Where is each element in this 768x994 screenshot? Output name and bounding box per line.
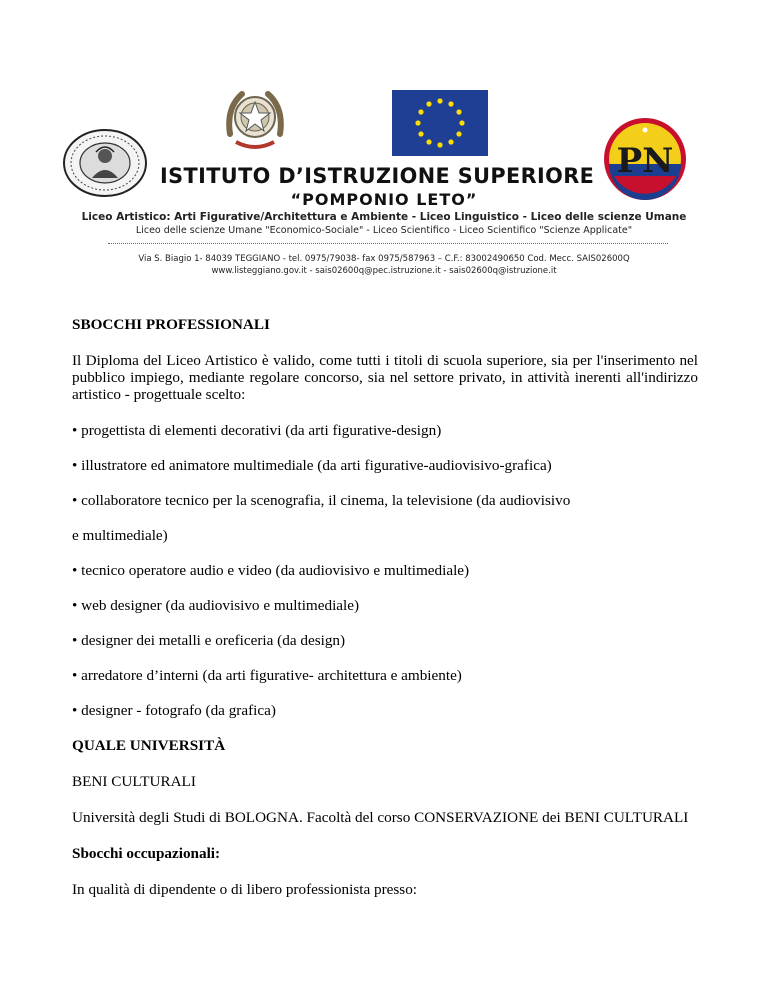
list-item: • tecnico operatore audio e video (da audiovisivo e multimediale) xyxy=(72,562,470,579)
university-paragraph: Università degli Studi di BOLOGNA. Facoltà del corso CONSERVAZIONE dei BENI CULTURALI xyxy=(72,809,689,826)
institute-subtitle: “POMPONIO LETO” xyxy=(290,190,478,209)
letterhead xyxy=(0,0,768,290)
intro-paragraph: Il Diploma del Liceo Artistico è valido, come tutti i titoli di scuola superiore, sia per l'inserimento nel pubblico impiego, mediante regolare concorso, sia nel settore privato, in attività inerenti all'indirizzo artistico - progettuale scelto: xyxy=(72,352,698,403)
letterhead-line-2: Liceo delle scienze Umane "Economico-Sociale" - Liceo Scientifico - Liceo Scientifico "Scienze Applicate" xyxy=(135,225,633,236)
school-seal-icon xyxy=(62,128,148,198)
heading-sbocchi-professionali: SBOCCHI PROFESSIONALI xyxy=(72,316,270,333)
svg-text:PN: PN xyxy=(616,141,674,181)
letterhead-line-1: Liceo Artistico: Arti Figurative/Architettura e Ambiente - Liceo Linguistico - Liceo delle scienze Umane xyxy=(81,211,687,223)
heading-sbocchi-occupazionali: Sbocchi occupazionali: xyxy=(72,845,221,862)
eu-flag-icon xyxy=(392,90,488,156)
document-body xyxy=(72,316,698,898)
closing-paragraph: In qualità di dipendente o di libero professionista presso: xyxy=(72,881,418,898)
letterhead-address: Via S. Biagio 1- 84039 TEGGIANO - tel. 0975/79038- fax 0975/587963 – C.F.: 83002490650 Cod. Mecc. SAIS02600Q xyxy=(138,254,630,264)
letterhead-contacts: www.listeggiano.gov.it - sais02600q@pec.istruzione.it - sais02600q@istruzione.it xyxy=(211,266,557,276)
institute-name: ISTITUTO D’ISTRUZIONE SUPERIORE xyxy=(160,164,595,188)
letterhead-divider xyxy=(108,243,668,244)
list-item: • designer - fotografo (da grafica) xyxy=(72,702,276,719)
list-item: • collaboratore tecnico per la scenografia, il cinema, la televisione (da audiovisivo xyxy=(72,492,571,509)
heading-quale-universita: QUALE UNIVERSITÀ xyxy=(72,737,226,754)
list-item: • web designer (da audiovisivo e multimediale) xyxy=(72,597,360,614)
list-item-continuation: e multimediale) xyxy=(72,527,168,544)
italian-republic-emblem-icon xyxy=(222,84,288,154)
list-item: • designer dei metalli e oreficeria (da design) xyxy=(72,632,346,649)
list-item: • illustratore ed animatore multimediale (da arti figurative-audiovisivo-grafica) xyxy=(72,457,552,474)
list-item: • arredatore d’interni (da arti figurative- architettura e ambiente) xyxy=(72,667,462,684)
list-item: • progettista di elementi decorativi (da arti figurative-design) xyxy=(72,422,442,439)
section-title: BENI CULTURALI xyxy=(72,773,196,790)
